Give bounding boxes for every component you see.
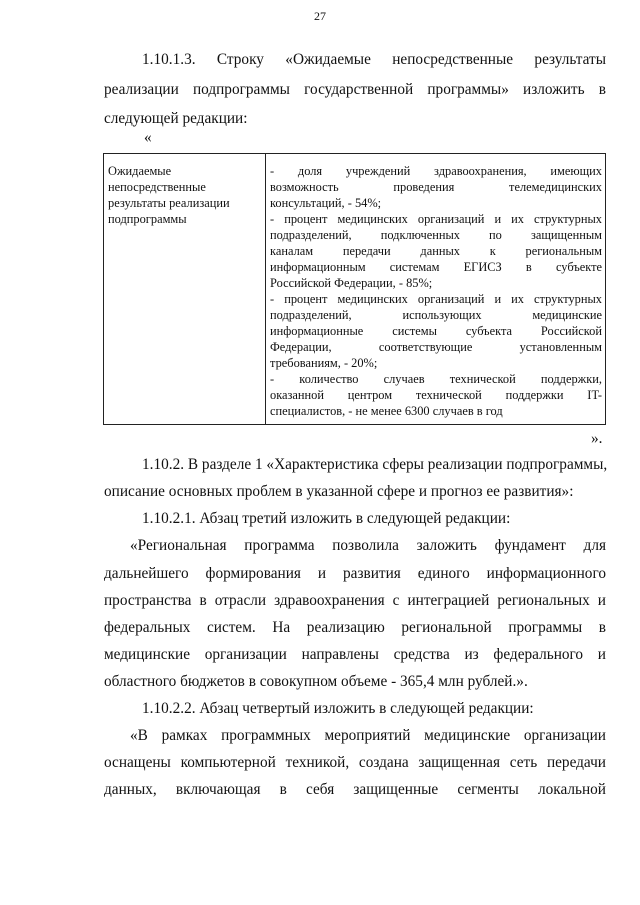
paragraph-line: данных, включающая в себя защищенные сегменты локальной [104, 781, 606, 798]
table-label-line: непосредственные [108, 180, 206, 194]
paragraph-line: «Региональная программа позволила заложить фундамент для [130, 537, 606, 554]
table-value-line: подразделений, использующих медицинские [270, 308, 602, 322]
table-label-line: подпрограммы [108, 212, 187, 226]
table-value-line: - процент медицинских организаций и их структурных [270, 212, 602, 226]
paragraph-line: областного бюджетов в совокупном объеме - 365,4 млн рублей.». [104, 673, 528, 690]
paragraph-line: федеральных систем. На реализацию региональной программы в [104, 619, 606, 636]
table-label-line: результаты реализации [108, 196, 230, 210]
table-value-line: Федерации, соответствующие установленным [270, 340, 602, 354]
table-value-line: подразделений, подключенных по защищенным [270, 228, 602, 242]
paragraph-line: медицинские организации направлены средства из федерального и [104, 646, 606, 663]
table-value-line: специалистов, - не менее 6300 случаев в год [270, 404, 503, 418]
table-value-line: возможность проведения телемедицинских [270, 180, 602, 194]
paragraph-line: дальнейшего формирования и развития единого информационного [104, 565, 606, 582]
paragraph-line: следующей редакции: [104, 110, 248, 127]
table-value-line: Российской Федерации, - 85%; [270, 276, 433, 290]
table-value-line: - процент медицинских организаций и их структурных [270, 292, 602, 306]
table-value-line: каналам передачи данных к региональным [270, 244, 602, 258]
table-label-line: Ожидаемые [108, 164, 172, 178]
table-value-line: оказанной центром технической поддержки IT- [270, 388, 602, 402]
section-heading: 1.10.2.1. Абзац третий изложить в следующей редакции: [142, 510, 511, 527]
paragraph-line: реализации подпрограммы государственной программы» изложить в [104, 81, 606, 98]
closing-quote: ». [591, 430, 603, 447]
table-value-line: - доля учреждений здравоохранения, имеющих [270, 164, 602, 178]
page-number: 27 [314, 9, 326, 23]
results-table [103, 153, 606, 425]
paragraph-line: 1.10.1.3. Строку «Ожидаемые непосредственные результаты [142, 51, 606, 68]
table-value-line: консультаций, - 54%; [270, 196, 382, 210]
paragraph-line: «В рамках программных мероприятий медицинские организации [130, 727, 606, 744]
table-value-line: - количество случаев технической поддержки, [270, 372, 602, 386]
paragraph-line: описание основных проблем в указанной сфере и прогноз ее развития»: [104, 483, 574, 500]
paragraph-line: пространства в отрасли здравоохранения с интеграцией региональных и [104, 592, 606, 609]
table-value-line: информационные системы субъекта Российской [270, 324, 602, 338]
paragraph-line: 1.10.2. В разделе 1 «Характеристика сферы реализации подпрограммы, [142, 456, 608, 473]
table-value-line: информационным системам ЕГИСЗ в субъекте [270, 260, 602, 274]
paragraph-line: оснащены компьютерной техникой, создана защищенная сеть передачи [104, 754, 606, 771]
opening-quote: « [144, 129, 152, 146]
table-value-line: требованиям, - 20%; [270, 356, 378, 370]
table-column-divider [265, 154, 266, 424]
section-heading: 1.10.2.2. Абзац четвертый изложить в следующей редакции: [142, 700, 534, 717]
